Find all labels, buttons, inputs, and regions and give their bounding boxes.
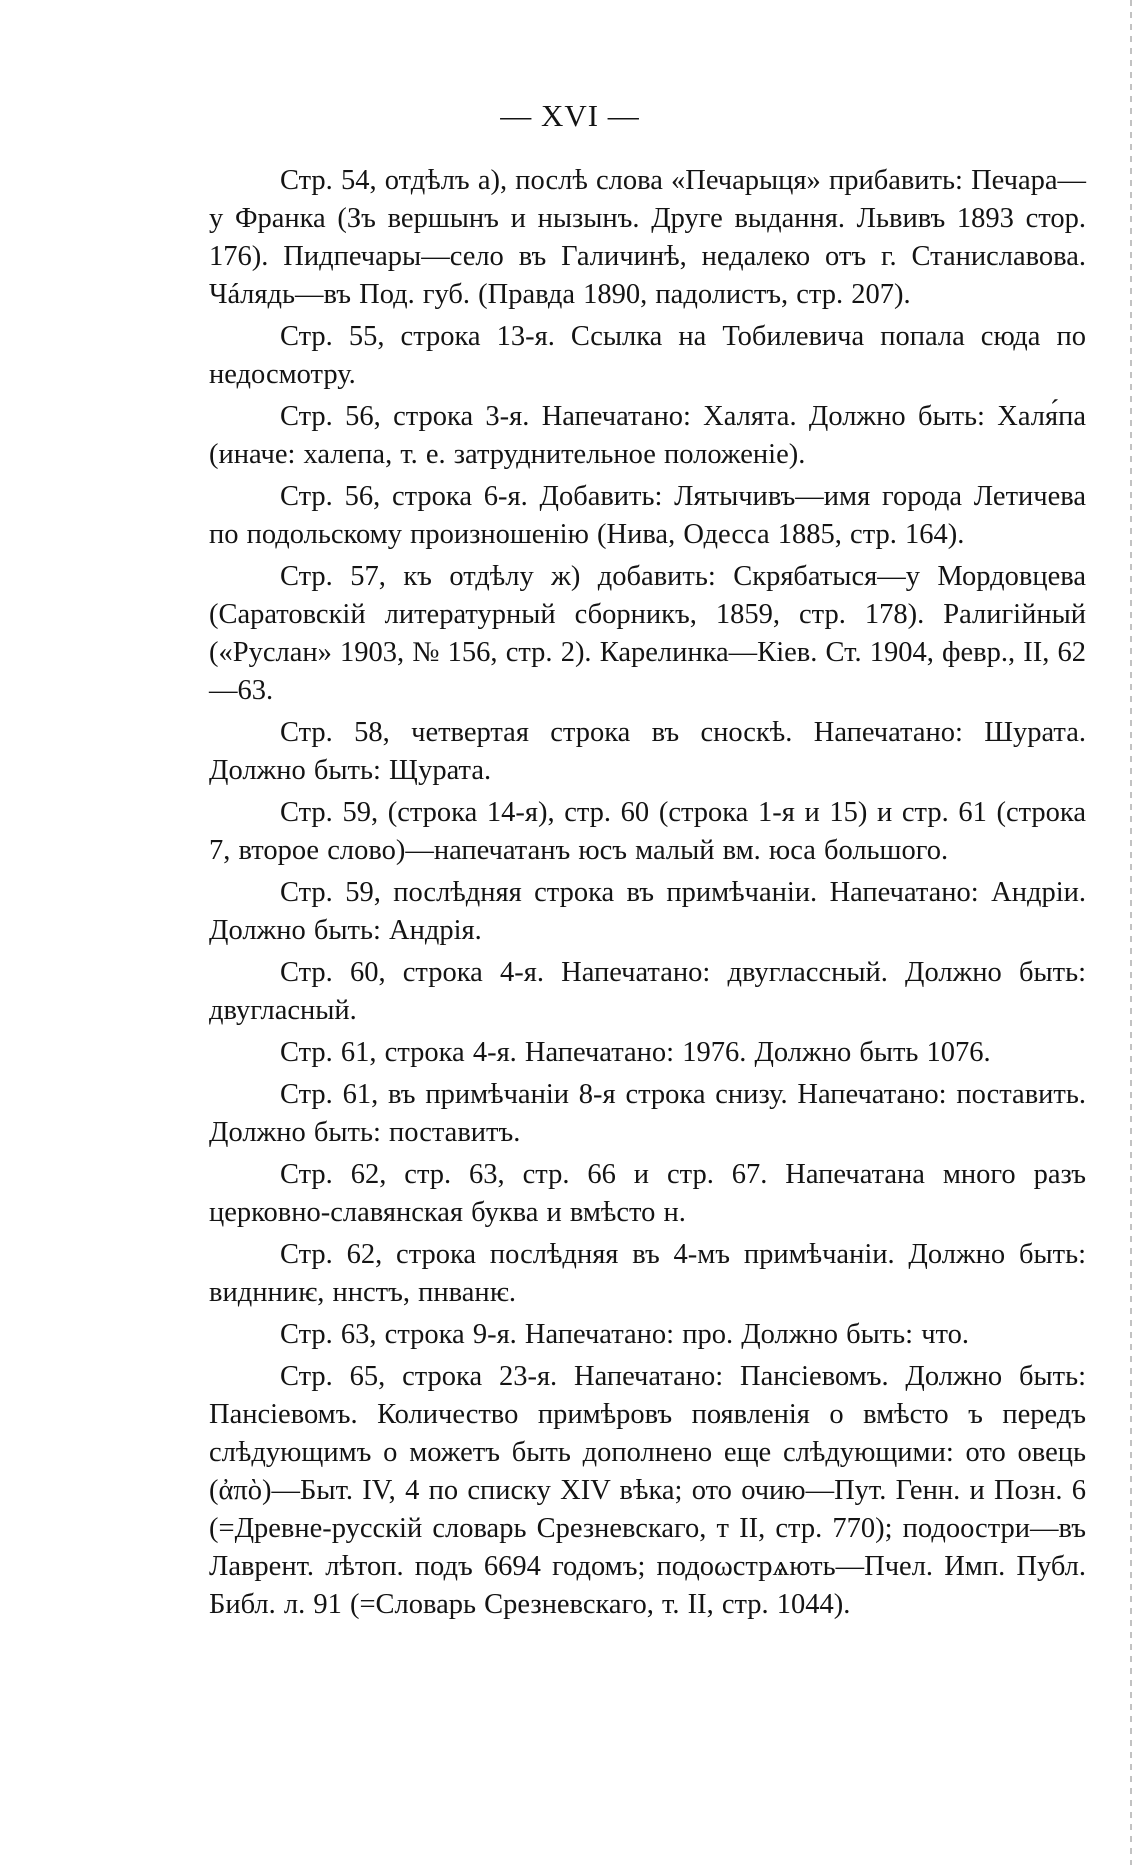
errata-entry: Стр. 54, отдѣлъ а), послѣ слова «Печарыця» прибавить: Печара—у Франка (Зъ вершынъ и нызынъ. Друге выдання. Львивъ 1893 стор. 176). Пидпечары—село въ Галичинѣ, недалеко отъ г. Станиславова. Чáлядь—въ Под. губ. (Правда 1890, падолистъ, стр. 207). <box>209 165 1086 310</box>
errata-list <box>209 162 1086 1624</box>
errata-entry: Стр. 65, строка 23-я. Напечатано: Пансіевомъ. Должно быть: Пансіевомъ. Количество примѣровъ появленія о вмѣсто ъ передъ слѣдующимъ о можетъ быть дополнено еще слѣдующими: ото овець (ἀπὸ)—Быт. IV, 4 по списку XIV вѣка; ото очию—Пут. Генн. и Позн. 6 (=Древне-русскій словарь Срезневскаго, т II, стр. 770); подоостри—въ Лаврент. лѣтоп. подъ 6694 годомъ; подоωстрѧють—Пчел. Имп. Публ. Библ. л. 91 (=Словарь Срезневскаго, т. II, стр. 1044). <box>209 1361 1086 1620</box>
errata-entry: Стр. 63, строка 9-я. Напечатано: про. Должно быть: что. <box>280 1319 970 1350</box>
errata-entry: Стр. 55, строка 13-я. Ссылка на Тобилевича попала сюда по недосмотру. <box>209 321 1086 390</box>
errata-entry: Стр. 57, къ отдѣлу ж) добавить: Скрябатыся—у Мордовцева (Саратовскій литературный сборникъ, 1859, стр. 178). Ралигійный («Руслан» 1903, № 156, стр. 2). Карелинка—Кіев. Ст. 1904, февр., II, 62—63. <box>209 561 1086 706</box>
errata-entry: Стр. 59, послѣдняя строка въ примѣчаніи. Напечатано: Андріи. Должно быть: Андрія. <box>209 877 1086 946</box>
errata-entry: Стр. 58, четвертая строка въ сноскѣ. Напечатано: Шурата. Должно быть: Щурата. <box>209 717 1086 786</box>
page-number: — XVI — <box>500 98 640 133</box>
errata-entry: Стр. 62, стр. 63, стр. 66 и стр. 67. Напечатана много разъ церковно-славянская буква и вмѣсто н. <box>209 1159 1086 1228</box>
errata-entry: Стр. 60, строка 4-я. Напечатано: двуглассный. Должно быть: двугласный. <box>209 957 1086 1026</box>
errata-entry: Стр. 56, строка 6-я. Добавить: Лятычивъ—имя города Летичева по подольскому произношенію (Нива, Одесса 1885, стр. 164). <box>209 481 1086 550</box>
errata-entry: Стр. 62, строка послѣдняя въ 4-мъ примѣчаніи. Должно быть: виднниѥ, ннстъ, пнванѥ. <box>209 1239 1086 1308</box>
errata-entry: Стр. 61, въ примѣчаніи 8-я строка снизу. Напечатано: поставить. Должно быть: поставитъ. <box>209 1079 1086 1148</box>
errata-entry: Стр. 59, (строка 14-я), стр. 60 (строка 1-я и 15) и стр. 61 (строка 7, второе слово)—напечатанъ юсъ малый вм. юса большого. <box>209 797 1086 866</box>
errata-entry: Стр. 61, строка 4-я. Напечатано: 1976. Должно быть 1076. <box>280 1037 991 1068</box>
scan-edge <box>1130 0 1132 1865</box>
errata-entry: Стр. 56, строка 3-я. Напечатано: Халята. Должно быть: Халя́па (иначе: халепа, т. е. затруднительное положеніе). <box>209 401 1086 470</box>
